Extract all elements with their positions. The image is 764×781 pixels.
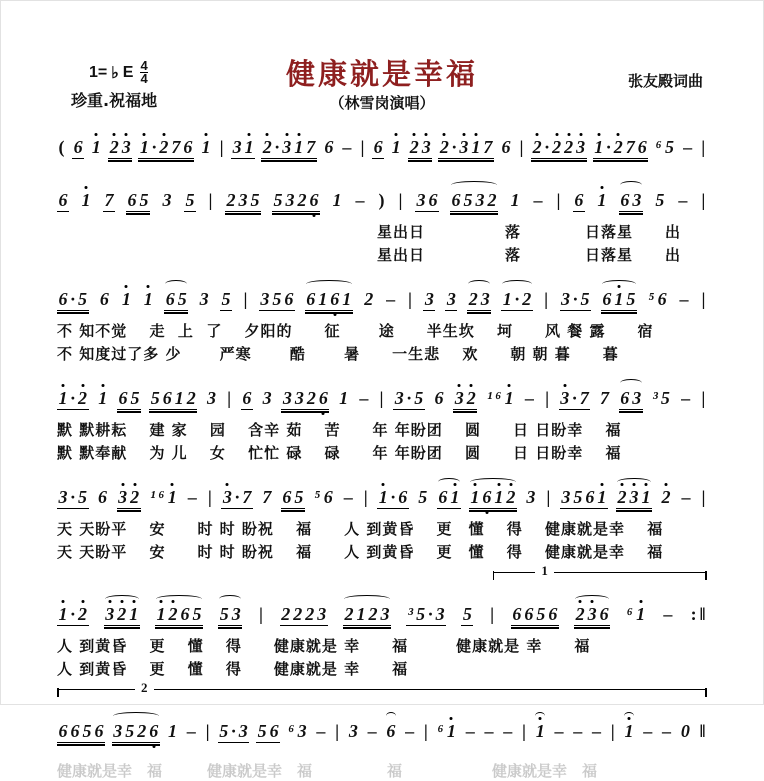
note-token: 6 5: [282, 487, 304, 507]
note-token: 1: [143, 289, 153, 309]
note-token: 6: [58, 190, 68, 210]
sustain-dash: –: [533, 190, 543, 210]
system-line: [57, 593, 707, 699]
sustain-dash: –: [342, 137, 352, 157]
note-token: 1 · 6: [378, 487, 408, 507]
system-line: [57, 179, 707, 267]
barline: |: [205, 721, 210, 741]
note-token: 2 · 3 1 7: [439, 137, 493, 157]
barline: ‖: [699, 721, 706, 741]
note-token: 2 3 6: [575, 604, 609, 624]
key-note: E: [122, 63, 134, 81]
note-token: ¹ ⁶ 1: [150, 487, 177, 507]
barline: |: [610, 721, 615, 741]
note-token: 1: [91, 137, 101, 157]
note-token: 1 · 2: [502, 289, 532, 309]
note-token: 1: [597, 190, 607, 210]
lyrics-line: 默 默奉献 为 儿 女 忙忙 碌 碌 年 年盼团 圆 日 日盼幸 福: [57, 444, 622, 462]
lyrics-line: 默 默耕耘 建 家 园 含辛 茹 苦 年 年盼团 圆 日 日盼幸 福: [57, 421, 622, 439]
notation-systems: [57, 126, 707, 780]
barline: |: [335, 721, 340, 741]
parenthesis: ): [378, 190, 385, 210]
barline: |: [519, 137, 524, 157]
barline: |: [701, 190, 706, 210]
note-token: 1: [81, 190, 91, 210]
sustain-dash: –: [355, 190, 365, 210]
note-token: 3 5 6: [260, 289, 294, 309]
lyrics-line: 星出日 落 日落星 出: [57, 223, 682, 241]
barline: |: [243, 289, 248, 309]
sustain-dash: –: [573, 721, 583, 741]
note-token: 6: [386, 721, 396, 741]
note-token: 6: [434, 388, 444, 408]
note-token: 5: [418, 487, 428, 507]
system-line: [57, 278, 707, 366]
sustain-dash: –: [359, 388, 369, 408]
note-token: 6 1 5: [602, 289, 636, 309]
note-token: 2 · 3 1 7: [262, 137, 316, 157]
sustain-dash: –: [663, 604, 673, 624]
lyrics-line: 不 知度过了多 少 严寒 酷 暑 一生悲 欢 朝 朝 暮 暮: [57, 345, 619, 363]
second-ending-bracket: [57, 680, 707, 699]
sustain-dash: –: [679, 289, 689, 309]
barline: |: [490, 604, 495, 624]
note-token: ¹ ⁶ 1: [486, 388, 514, 408]
barline: |: [207, 487, 212, 507]
note-token: ⁶ 3: [288, 721, 307, 741]
note-token: 3: [424, 289, 434, 309]
note-token: ⁶ 1: [437, 721, 456, 741]
note-token: 3 3 2 6: [282, 388, 328, 408]
note-token: 3: [526, 487, 536, 507]
barline: |: [363, 487, 368, 507]
note-token: 2 3: [109, 137, 131, 157]
note-token: 1: [332, 190, 342, 210]
sustain-dash: –: [367, 721, 377, 741]
ending-label: 1: [535, 563, 554, 579]
barline: |: [544, 289, 549, 309]
note-token: ⁵ 6: [648, 289, 667, 309]
note-token: 6 6 5 6: [512, 604, 558, 624]
system-line: [57, 126, 707, 168]
sustain-dash: –: [524, 388, 534, 408]
note-token: 2 3 5: [226, 190, 260, 210]
lyrics-line: 人 到黄昏 更 懂 得 健康就是 幸 福: [57, 660, 409, 678]
lyrics-line: 天 天盼平 安 时 时 盼祝 福 人 到黄昏 更 懂 得 健康就是幸 福: [57, 543, 664, 561]
note-token: 6: [574, 190, 584, 210]
sustain-dash: –: [683, 137, 693, 157]
barline: |: [227, 388, 232, 408]
sustain-dash: –: [465, 721, 475, 741]
note-token: 5 · 3: [219, 721, 248, 741]
note-token: 3 2: [454, 388, 476, 408]
sustain-dash: –: [343, 487, 353, 507]
notation-row: [57, 593, 707, 635]
note-token: ⁶ 1: [626, 604, 646, 624]
barline: |: [360, 137, 365, 157]
note-token: 2: [661, 487, 671, 507]
barline: |: [701, 388, 706, 408]
note-token: 1: [535, 721, 545, 741]
note-token: 5: [655, 190, 665, 210]
note-token: 3: [199, 289, 209, 309]
note-token: 7: [600, 388, 610, 408]
note-token: 2 3: [409, 137, 431, 157]
note-token: 3 · 5: [58, 487, 87, 507]
sustain-dash: –: [386, 289, 396, 309]
barline: |: [521, 721, 526, 741]
note-token: 6: [99, 289, 109, 309]
note-token: 6 1: [438, 487, 460, 507]
sustain-dash: –: [554, 721, 564, 741]
notation-row: [57, 179, 707, 221]
sustain-dash: –: [592, 721, 602, 741]
note-token: ³ 5 · 3: [407, 604, 445, 624]
note-token: 3 6: [416, 190, 438, 210]
note-token: 5 3: [219, 604, 241, 624]
barline: |: [701, 487, 706, 507]
note-token: 3: [206, 388, 216, 408]
sustain-dash: –: [316, 721, 326, 741]
note-token: 1 · 2: [58, 388, 87, 408]
tempo-expression-text: 珍重.祝福地: [71, 91, 158, 110]
note-token: 6 6 5 6: [58, 721, 104, 741]
parenthesis: (: [58, 137, 65, 157]
flat-accidental-icon: ♭: [111, 64, 119, 82]
note-token: 6 1 6 1: [306, 289, 352, 309]
note-token: 3 5 6 1: [561, 487, 607, 507]
note-token: 3: [446, 289, 456, 309]
system-line: [57, 377, 707, 465]
note-token: 1 6 1 2: [470, 487, 516, 507]
sustain-dash: –: [484, 721, 494, 741]
lyrics-line: 人 到黄昏 更 懂 得 健康就是 幸 福 健康就是 幸 福: [57, 637, 591, 655]
note-token: 2 · 2 2 3: [532, 137, 586, 157]
barline: |: [219, 137, 224, 157]
song-title: 健康就是幸福: [285, 57, 478, 91]
note-token: 1: [391, 137, 401, 157]
note-token: 1 · 2 7 6: [594, 137, 647, 157]
sheet-header: [57, 0, 707, 126]
barline: |: [701, 289, 706, 309]
sustain-dash: –: [662, 721, 672, 741]
sustain-dash: –: [186, 721, 196, 741]
note-token: 5: [185, 190, 195, 210]
sustain-dash: –: [187, 487, 197, 507]
note-token: 1 2 6 5: [156, 604, 202, 624]
note-token: 1: [121, 289, 131, 309]
sustain-dash: –: [405, 721, 415, 741]
note-token: 2 2 2 3: [281, 604, 327, 624]
lyrics-line: 天 天盼平 安 时 时 盼祝 福 人 到黄昏 更 懂 得 健康就是幸 福: [57, 520, 664, 538]
note-token: 5 3 2 6: [273, 190, 319, 210]
note-token: 1: [168, 721, 178, 741]
note-token: 6 5: [165, 289, 187, 309]
barline: |: [556, 190, 561, 210]
sustain-dash: –: [678, 190, 688, 210]
barline: |: [545, 388, 550, 408]
note-token: 3 · 5: [394, 388, 424, 408]
note-token: 6: [73, 137, 83, 157]
note-token: 3 5 2 6: [113, 721, 159, 741]
note-token: 3: [162, 190, 172, 210]
note-token: 2: [364, 289, 374, 309]
note-token: 6 5 3 2: [451, 190, 497, 210]
lyrics-line: 星出日 落 日落星 出: [57, 246, 682, 264]
clipped-lyrics-fragment: 健康就是幸 福 健康就是幸 福 福 健康就是幸 福: [57, 762, 598, 780]
barline: |: [546, 487, 551, 507]
note-token: 5: [462, 604, 472, 624]
note-token: 3: [348, 721, 358, 741]
note-token: 1 · 2 7 6: [139, 137, 193, 157]
note-token: ⁶ 5: [655, 137, 675, 157]
barline: |: [423, 721, 428, 741]
barline: |: [259, 604, 263, 624]
note-token: 3 · 7: [222, 487, 252, 507]
sustain-dash: –: [681, 388, 691, 408]
note-token: 3 · 5: [561, 289, 590, 309]
note-token: 3 2: [118, 487, 140, 507]
note-token: 1: [339, 388, 349, 408]
note-token: 6: [373, 137, 383, 157]
note-token: 2 3: [468, 289, 490, 309]
ending-label: 2: [135, 680, 154, 696]
note-token: 6 · 5: [58, 289, 87, 309]
note-token: 7: [262, 487, 272, 507]
key-prefix: 1=: [89, 63, 108, 81]
note-token: 6 5: [118, 388, 140, 408]
note-token: ³ 5: [652, 388, 670, 408]
note-token: 6 3: [620, 190, 642, 210]
note-token: 7: [104, 190, 114, 210]
note-token: 6: [242, 388, 252, 408]
performer-subtitle: （林雪岗演唱）: [329, 94, 435, 112]
note-token: 6: [98, 487, 108, 507]
barline: |: [398, 190, 403, 210]
meter-denominator: 4: [140, 71, 148, 86]
notation-row: [57, 710, 707, 752]
system-line: [57, 476, 707, 582]
note-token: 1 · 2: [58, 604, 87, 624]
lyrics-line: 不 知不觉 走 上 了 夕阳的 征 途 半生坎 坷 风 餐 露 宿: [57, 322, 654, 340]
note-token: 3: [262, 388, 272, 408]
note-token: 3 2 1: [105, 604, 139, 624]
note-token: 5 6: [257, 721, 279, 741]
barline: |: [379, 388, 384, 408]
barline: |: [701, 137, 706, 157]
note-token: ⁵ 6: [314, 487, 333, 507]
barline: |: [208, 190, 213, 210]
note-token: 2 1 2 3: [344, 604, 390, 624]
note-token: 1: [201, 137, 211, 157]
note-token: 5 6 1 2: [150, 388, 196, 408]
meter-numerator: 4: [140, 58, 148, 73]
barline: : ‖: [690, 604, 706, 624]
note-token: 1: [98, 388, 108, 408]
note-token: 6 5: [127, 190, 149, 210]
sustain-dash: –: [681, 487, 691, 507]
note-token: 6 3: [620, 388, 642, 408]
sustain-dash: –: [643, 721, 653, 741]
note-token: 6: [501, 137, 511, 157]
composer-credit: 张友殿词曲: [627, 72, 703, 90]
notation-row: [57, 126, 707, 168]
notation-row: [57, 278, 707, 320]
note-token: 5: [221, 289, 231, 309]
note-token: 2 3 1: [617, 487, 651, 507]
note-token: 6: [324, 137, 334, 157]
note-token: 3 1: [232, 137, 254, 157]
note-token: 3 · 7: [560, 388, 589, 408]
note-token: 1: [510, 190, 520, 210]
note-token: 1: [624, 721, 634, 741]
system-line: [57, 710, 707, 780]
sustain-dash: –: [503, 721, 513, 741]
note-token: 0: [680, 721, 690, 741]
notation-row: [57, 377, 707, 419]
first-ending-bracket: [493, 563, 708, 582]
notation-row: [57, 476, 707, 518]
barline: |: [408, 289, 412, 309]
